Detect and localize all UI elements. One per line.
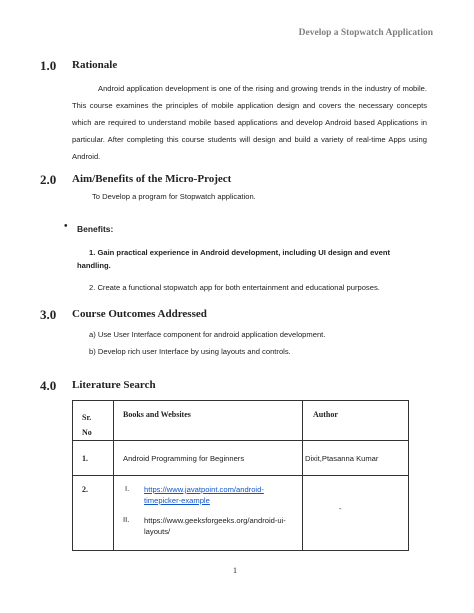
running-header: Develop a Stopwatch Application [298,28,433,38]
table-row [73,476,409,551]
row2-item2-line1: https://www.geeksforgeeks.org/android-ui- [144,516,286,525]
header-author-cell [303,401,409,441]
header-no-label: No [82,428,92,437]
row2-item1-link-line1[interactable]: https://www.javatpoint.com/android- [144,485,264,494]
row2-item2-line2: layouts/ [144,527,171,536]
header-sr-cell [73,401,114,441]
section-3-number: 3.0 [40,307,57,322]
row2-item1-link[interactable] [144,484,264,506]
bullet-dot-icon: • [64,221,68,232]
header-sr-label: Sr. [82,413,92,422]
benefit-2: 2. Create a functional stopwatch app for both entertainment and educational purposes. [89,283,380,292]
row1-author-cell [303,441,409,476]
outcome-a: a) Use User Interface component for android application development. [89,330,326,339]
row1-sr-cell [73,441,114,476]
row2-book-cell [114,476,303,551]
row2-author: - [339,504,342,513]
header-books-cell [114,401,303,441]
rationale-paragraph: Android application development is one of the rising and growing trends in the industry of mobile. This course examines the principles of mobile application design and covers the necessary concepts which are required to understand mobile based applications and develop Android based Applications in particular. After completing this course students will design and build a variety of real-time Apps using Android. [72,84,427,161]
table-row [73,441,409,476]
aim-text: To Develop a program for Stopwatch application. [92,192,256,201]
section-4-number: 4.0 [40,378,57,393]
row2-item2-number: II. [123,515,130,524]
row2-item2-text [144,515,286,537]
page-number: 1 [233,566,237,575]
section-4-title: Literature Search [72,379,156,391]
row1-book: Android Programming for Beginners [123,454,245,463]
section-2-title: Aim/Benefits of the Micro-Project [72,173,232,185]
literature-table [72,400,409,551]
row2-item1-number: I. [125,484,130,493]
outcome-b: b) Develop rich user Interface by using layouts and controls. [89,347,291,356]
header-books-label: Books and Websites [123,410,191,419]
benefit-1: 1. Gain practical experience in Android development, including UI design and event handling. [77,248,391,270]
section-2-number: 2.0 [40,172,57,187]
row2-sr: 2. [82,485,88,494]
row1-author: Dixit,Ptasanna Kumar [305,454,379,463]
section-3-title: Course Outcomes Addressed [72,308,207,320]
header-author-label: Author [313,410,338,419]
row2-author-cell [303,476,409,551]
section-1-title: Rationale [72,59,118,71]
row2-item1-link-line2[interactable]: timepicker-example [144,496,210,505]
row1-sr: 1. [82,454,88,463]
row2-sr-cell [73,476,114,551]
row1-book-cell [114,441,303,476]
table-header-row [73,401,409,441]
benefits-heading: Benefits: [77,224,114,234]
section-1-number: 1.0 [40,58,57,73]
